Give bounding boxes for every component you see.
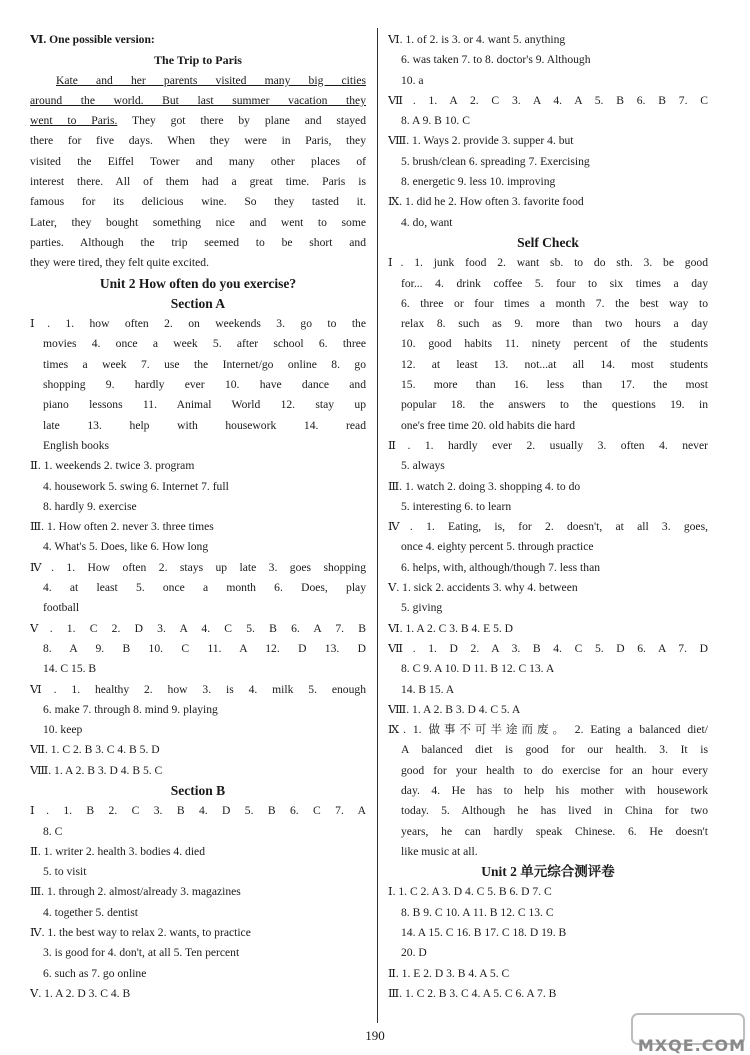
left-column — [30, 30, 366, 1004]
answer-line — [388, 517, 708, 537]
line-text: A balanced diet is good for our health. 3. It is — [401, 743, 708, 757]
line-text: 8. B 9. C 10. A 11. B 12. C 13. C — [401, 905, 554, 919]
line-text: Later, they bought something nice and went to some — [30, 215, 366, 229]
line-text: piano lessons 11. Animal World 12. stay up — [43, 398, 366, 412]
answer-line — [30, 680, 366, 700]
line-text: Ⅱ. 1. hardly ever 2. usually 3. often 4. never — [388, 438, 708, 452]
answer-line — [30, 659, 366, 679]
answer-line — [30, 558, 366, 578]
line-text: Ⅵ. 1. A 2. C 3. B 4. E 5. D — [388, 621, 514, 635]
answer-line — [388, 131, 708, 151]
line-text: Ⅲ. 1. How often 2. never 3. three times — [30, 520, 214, 534]
line-text: 4. together 5. dentist — [43, 905, 138, 919]
answer-line — [30, 253, 366, 273]
line-text: Kate and her parents visited many big cities — [56, 73, 366, 87]
line-text: Self Check — [517, 234, 579, 250]
answer-line — [388, 720, 708, 740]
line-text: Ⅰ. 1. B 2. C 3. B 4. D 5. B 6. C 7. A — [30, 804, 366, 818]
answer-line — [30, 619, 366, 639]
line-text: Ⅱ. 1. E 2. D 3. B 4. A 5. C — [388, 966, 510, 980]
answer-line — [388, 172, 708, 192]
answer-line — [30, 720, 366, 740]
line-text: English books — [43, 438, 110, 452]
line-text: Ⅰ. 1. how often 2. on weekends 3. go to the — [30, 317, 366, 331]
line-text: 4. housework 5. swing 6. Internet 7. full — [43, 479, 229, 493]
line-text: 14. B 15. A — [401, 682, 455, 696]
answer-line — [30, 314, 366, 334]
answer-line — [388, 822, 708, 842]
line-text: 6. make 7. through 8. mind 9. playing — [43, 702, 218, 716]
line-text: Ⅷ. 1. Ways 2. provide 3. supper 4. but — [388, 134, 574, 148]
line-text: Ⅷ. 1. A 2. B 3. D 4. C 5. A — [388, 702, 521, 716]
line-text: once 4. eighty percent 5. through practice — [401, 540, 594, 554]
line-text: football — [43, 601, 80, 615]
line-text: Ⅳ. 1. the best way to relax 2. wants, to practice — [30, 926, 251, 940]
answer-line — [388, 375, 708, 395]
right-column — [388, 30, 708, 1004]
answer-line — [388, 700, 708, 720]
line-text: 10. a — [401, 73, 424, 87]
line-text: famous for its delicious wine. So they tasted it. — [30, 195, 366, 209]
watermark-text: MXQE.COM — [637, 1036, 746, 1055]
line-text: Ⅳ. 1. How often 2. stays up late 3. goes shopping — [30, 560, 366, 574]
answer-line — [388, 253, 708, 273]
answer-line — [388, 781, 708, 801]
line-text: 14. A 15. C 16. B 17. C 18. D 19. B — [401, 926, 567, 940]
line-text: 15. more than 16. less than 17. the most — [401, 378, 708, 392]
line-text: 6. helps, with, although/though 7. less than — [401, 560, 601, 574]
answer-line — [388, 903, 708, 923]
answer-line — [388, 761, 708, 781]
answer-line — [388, 355, 708, 375]
line-text: Ⅲ. 1. watch 2. doing 3. shopping 4. to do — [388, 479, 581, 493]
answer-line — [388, 984, 708, 1004]
line-text: 5. always — [401, 459, 445, 473]
answer-line — [388, 598, 708, 618]
answer-line — [30, 436, 366, 456]
answer-line — [30, 822, 366, 842]
answer-line — [388, 91, 708, 111]
answer-line — [388, 801, 708, 821]
line-text: 3. is good for 4. don't, at all 5. Ten percent — [43, 946, 240, 960]
line-text: Ⅵ. One possible version: — [30, 33, 155, 46]
line-text: 5. giving — [401, 601, 443, 615]
answer-line — [388, 578, 708, 598]
answer-line — [388, 558, 708, 578]
line-text: Ⅲ. 1. C 2. B 3. C 4. A 5. C 6. A 7. B — [388, 986, 557, 1000]
line-text: 5. interesting 6. to learn — [401, 499, 512, 513]
underlined-text: went to Paris. — [30, 114, 118, 128]
answer-line — [30, 984, 366, 1004]
answer-line — [30, 903, 366, 923]
line-text: Ⅴ. 1. C 2. D 3. A 4. C 5. B 6. A 7. B — [30, 621, 366, 635]
answer-line — [30, 842, 366, 862]
section-heading — [388, 862, 708, 882]
answer-line — [388, 111, 708, 131]
answer-line — [388, 680, 708, 700]
line-text: 8. energetic 9. less 10. improving — [401, 175, 556, 189]
answer-line — [30, 233, 366, 253]
answer-line — [30, 761, 366, 781]
answer-line — [388, 659, 708, 679]
line-text: They got there by plane and stayed — [117, 114, 366, 128]
line-text: day. 4. He has to help his mother with housework — [401, 783, 708, 797]
line-text: Ⅶ. 1. D 2. A 3. B 4. C 5. D 6. A 7. D — [388, 641, 708, 655]
section-heading — [30, 294, 366, 314]
answer-line — [388, 639, 708, 659]
answer-line — [388, 923, 708, 943]
essay-title — [30, 50, 366, 70]
line-text: Ⅰ. 1. C 2. A 3. D 4. C 5. B 6. D 7. C — [388, 885, 552, 899]
line-text: relax 8. such as 9. more than two hours a day — [401, 317, 708, 331]
line-text: 6. three or four times a month 7. the best way to — [401, 296, 708, 310]
answer-line — [388, 416, 708, 436]
line-text: there for five days. When they were in Paris, they — [30, 134, 366, 148]
page-number: 190 — [365, 1028, 385, 1043]
line-text: today. 5. Although he has lived in China for two — [401, 804, 708, 818]
line-text: one's free time 20. old habits die hard — [401, 418, 576, 432]
answer-line — [30, 740, 366, 760]
line-text: around the world. But last summer vacation they — [30, 93, 366, 107]
line-text: popular 18. the answers to the questions 19. in — [401, 398, 708, 412]
line-text: 14. C 15. B — [43, 662, 97, 676]
answer-line — [388, 497, 708, 517]
line-text: Ⅲ. 1. through 2. almost/already 3. magazines — [30, 885, 241, 899]
answer-line — [30, 172, 366, 192]
answer-line — [30, 131, 366, 151]
line-text: years, he can hardly speak Chinese. 6. He doesn't — [401, 824, 708, 838]
line-text: The Trip to Paris — [154, 53, 242, 68]
line-text: Ⅶ. 1. A 2. C 3. A 4. A 5. B 6. B 7. C — [388, 93, 708, 107]
line-text: Unit 2 How often do you exercise? — [99, 275, 297, 291]
answer-line — [30, 30, 366, 50]
line-text: Ⅴ. 1. sick 2. accidents 3. why 4. between — [388, 581, 578, 595]
answer-line — [30, 639, 366, 659]
answer-line — [30, 395, 366, 415]
answer-line — [30, 355, 366, 375]
line-text: 10. keep — [43, 723, 83, 737]
line-text: Ⅰ. 1. junk food 2. want sb. to do sth. 3. be good — [388, 256, 708, 270]
answer-line — [30, 213, 366, 233]
answer-line — [30, 700, 366, 720]
answer-line — [30, 943, 366, 963]
answer-line — [388, 964, 708, 984]
line-text: Unit 2 单元综合测评卷 — [481, 864, 615, 880]
line-text: Ⅱ. 1. writer 2. health 3. bodies 4. died — [30, 844, 205, 858]
answer-line — [30, 862, 366, 882]
answer-line — [30, 801, 366, 821]
answer-line — [30, 91, 366, 111]
line-text: 5. to visit — [43, 865, 87, 879]
answer-line — [30, 598, 366, 618]
line-text: Ⅱ. 1. weekends 2. twice 3. program — [30, 459, 195, 473]
section-heading — [388, 233, 708, 253]
line-text: Ⅵ. 1. healthy 2. how 3. is 4. milk 5. enough — [30, 682, 366, 696]
line-text: late 13. help with housework 14. read — [43, 418, 366, 432]
answer-line — [30, 416, 366, 436]
answer-line — [388, 842, 708, 862]
answer-line — [388, 192, 708, 212]
line-text: 4. What's 5. Does, like 6. How long — [43, 540, 209, 554]
line-text: times a week 7. use the Internet/go online 8. go — [43, 357, 366, 371]
line-text: 5. brush/clean 6. spreading 7. Exercising — [401, 154, 590, 168]
answer-line — [30, 517, 366, 537]
answer-line — [388, 50, 708, 70]
line-text: 12. at least 13. not...at all 14. most students — [401, 357, 708, 371]
answer-line — [388, 619, 708, 639]
answer-line — [388, 436, 708, 456]
answer-line — [30, 964, 366, 984]
line-text: Section A — [170, 295, 226, 311]
line-text: 10. good habits 11. ninety percent of the students — [401, 337, 708, 351]
answer-line — [30, 334, 366, 354]
line-text: Ⅵ. 1. of 2. is 3. or 4. want 5. anything — [388, 33, 566, 46]
line-text: they were tired, they felt quite excited. — [30, 256, 209, 270]
line-text: interest there. All of them had a great time. Paris is — [30, 175, 366, 189]
answer-line — [30, 882, 366, 902]
answer-line — [30, 71, 366, 91]
line-text: parties. Although the trip seemed to be short and — [30, 235, 366, 249]
answer-line — [30, 152, 366, 172]
answer-line — [30, 111, 366, 131]
section-heading — [30, 781, 366, 801]
line-text: 4. do, want — [401, 215, 453, 229]
line-text: 20. D — [401, 946, 427, 960]
line-text: 8. hardly 9. exercise — [43, 499, 137, 513]
line-text: 4. at least 5. once a month 6. Does, play — [43, 581, 366, 595]
answer-line — [30, 537, 366, 557]
line-text: Ⅸ. 1. did he 2. How often 3. favorite food — [388, 195, 584, 209]
answer-line — [30, 477, 366, 497]
answer-line — [30, 375, 366, 395]
section-heading — [30, 274, 366, 294]
line-text: 8. C 9. A 10. D 11. B 12. C 13. A — [401, 662, 555, 676]
answer-line — [388, 274, 708, 294]
answer-line — [388, 537, 708, 557]
line-text: Ⅸ. 1. 做事不可半途而废。 2. Eating a balanced diet/ — [388, 723, 708, 737]
line-text: 6. such as 7. go online — [43, 966, 147, 980]
answer-line — [388, 882, 708, 902]
line-text: 8. A 9. B 10. C — [401, 114, 470, 128]
line-text: Ⅶ. 1. C 2. B 3. C 4. B 5. D — [30, 743, 160, 757]
line-text: Ⅷ. 1. A 2. B 3. D 4. B 5. C — [30, 763, 163, 777]
line-text: Ⅴ. 1. A 2. D 3. C 4. B — [30, 986, 131, 1000]
answer-line — [30, 192, 366, 212]
answer-line — [30, 923, 366, 943]
line-text: Ⅳ. 1. Eating, is, for 2. doesn't, at all 3. goes, — [388, 520, 708, 534]
answer-line — [388, 152, 708, 172]
line-text: good for your health to do exercise for an hour every — [401, 763, 708, 777]
line-text: 8. C — [43, 824, 63, 838]
line-text: visited the Eiffel Tower and many other places of — [30, 154, 366, 168]
line-text: Section B — [170, 782, 226, 798]
answer-line — [388, 30, 708, 50]
answer-line — [388, 334, 708, 354]
answer-line — [388, 395, 708, 415]
column-divider — [377, 28, 378, 1023]
line-text: 6. was taken 7. to 8. doctor's 9. Although — [401, 53, 591, 67]
answer-line — [388, 477, 708, 497]
line-text: like music at all. — [401, 844, 478, 858]
answer-line — [388, 740, 708, 760]
answer-line — [388, 294, 708, 314]
line-text: 8. A 9. B 10. C 11. A 12. D 13. D — [43, 641, 366, 655]
answer-line — [388, 456, 708, 476]
answer-line — [30, 578, 366, 598]
answer-line — [30, 497, 366, 517]
line-text: for... 4. drink coffee 5. four to six times a day — [401, 276, 708, 290]
answer-line — [388, 943, 708, 963]
line-text: shopping 9. hardly ever 10. have dance and — [43, 378, 366, 392]
answer-line — [388, 314, 708, 334]
answer-line — [388, 213, 708, 233]
answer-line — [30, 456, 366, 476]
answer-line — [388, 71, 708, 91]
line-text: movies 4. once a week 5. after school 6. three — [43, 337, 366, 351]
